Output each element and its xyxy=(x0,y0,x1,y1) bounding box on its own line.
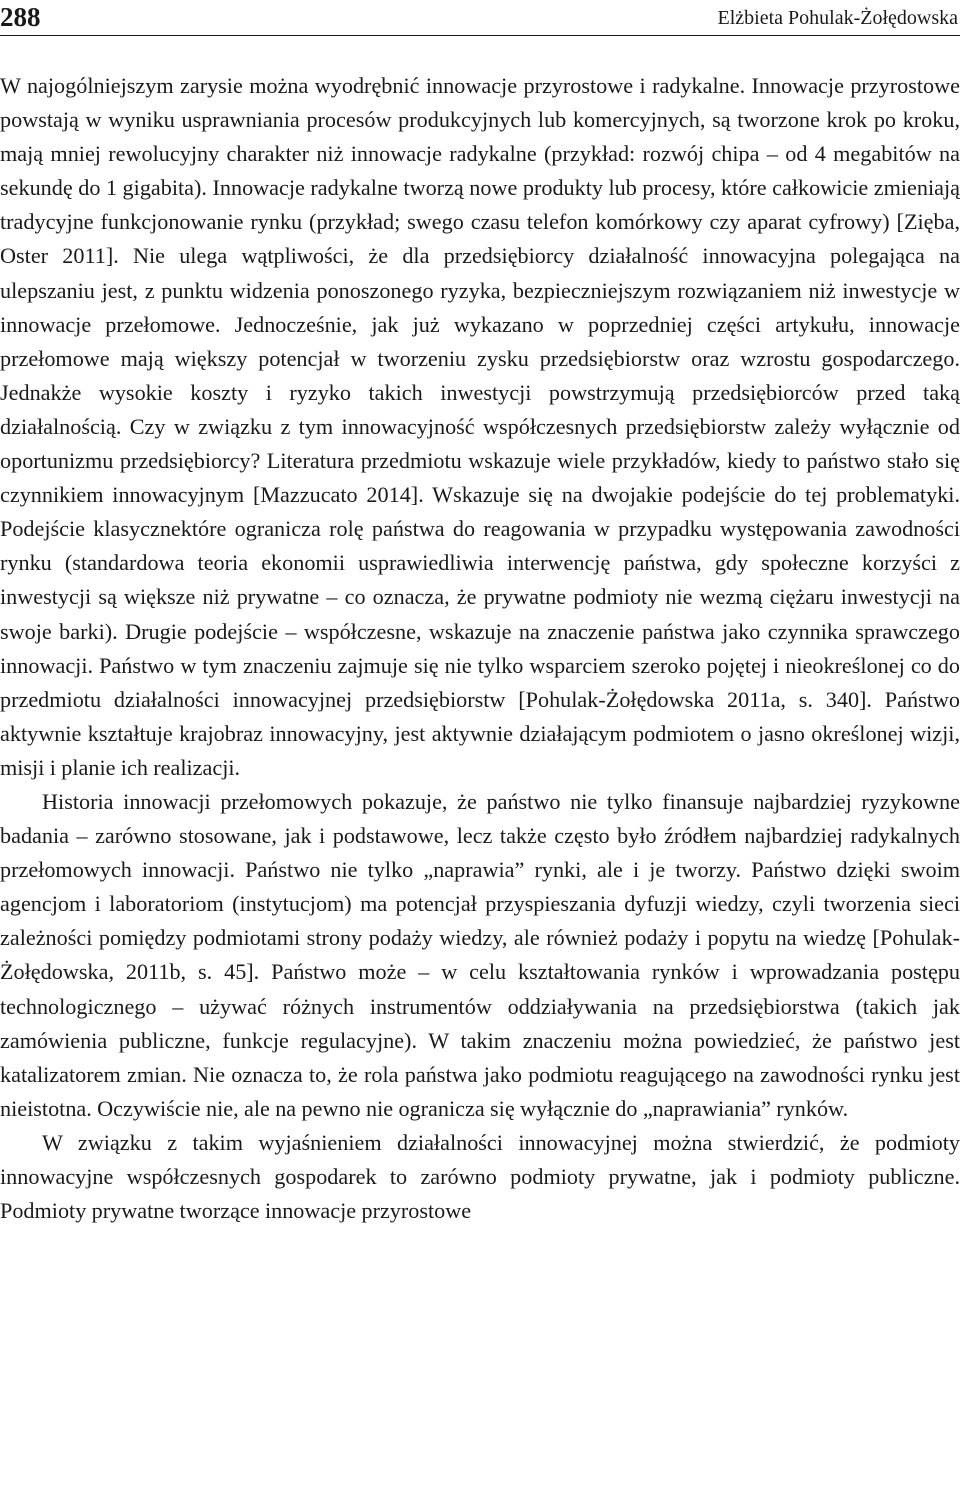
page-number: 288 xyxy=(0,2,41,32)
running-head xyxy=(0,0,960,36)
paragraph-2: Historia innowacji przełomowych pokazuje, że państwo nie tylko finansuje najbardziej ryzykowne badania – zarówno stosowane, jak i podstawowe, lecz także często było źródłem najbardziej radykalnych przełomowych innowacji. Państwo nie tylko „naprawia” rynki, ale i je tworzy. Państwo dzięki swoim agencjom i laboratoriom (instytucjom) ma potencjał przyspieszania dyfuzji wiedzy, czyli tworzenia sieci zależności pomiędzy podmiotami strony podaży wiedzy, ale również podaży i popytu na wiedzę [Pohulak-Żołędowska, 2011b, s. 45]. Państwo może – w celu kształtowania rynków i wprowadzania postępu technologicznego – używać różnych instrumentów oddziaływania na przedsiębiorstwa (takich jak zamówienia publiczne, funkcje regulacyjne). W takim znaczeniu można powiedzieć, że państwo jest katalizatorem zmian. Nie oznacza to, że rola państwa jako podmiotu reagującego na zawodności rynku jest nieistotna. Oczywiście nie, ale na pewno nie ogranicza się wyłącznie do „naprawiania” rynków. xyxy=(0,788,960,1121)
running-head-author: Elżbieta Pohulak-Żołędowska xyxy=(717,7,958,29)
paragraph-3: W związku z takim wyjaśnieniem działalności innowacyjnej można stwierdzić, że podmioty innowacyjne współczesnych gospodarek to zarówno podmioty prywatne, jak i podmioty publiczne. Podmioty prywatne tworzące innowacje przyrostowe xyxy=(0,1129,960,1224)
body-text xyxy=(0,69,960,1228)
paragraph-1: W najogólniejszym zarysie można wyodrębnić innowacje przyrostowe i radykalne. Innowacje przyrostowe powstają w wyniku usprawniania procesów produkcyjnych lub komercyjnych, są tworzone krok po kroku, mają mniej rewolucyjny charakter niż innowacje radykalne (przykład: rozwój chipa – od 4 megabitów na sekundę do 1 gigabita). Innowacje radykalne tworzą nowe produkty lub procesy, które całkowicie zmieniają tradycyjne funkcjonowanie rynku (przykład; swego czasu telefon komórkowy czy aparat cyfrowy) [Zięba, Oster 2011]. Nie ulega wątpliwości, że dla przedsiębiorcy działalność innowacyjna polegająca na ulepszaniu jest, z punktu widzenia ponoszonego ryzyka, bezpieczniejszym rozwiązaniem niż inwestycje w innowacje przełomowe. Jednocześnie, jak już wykazano w poprzedniej części artykułu, innowacje przełomowe mają większy potencjał w tworzeniu zysku przedsiębiorstw oraz wzrostu gospodarczego. Jednakże wysokie koszty i ryzyko takich inwestycji powstrzymują przedsiębiorców przed taką działalnością. Czy w związku z tym innowacyjność współczesnych przedsiębiorstw zależy wyłącznie od oportunizmu przedsiębiorcy? Literatura przedmiotu wskazuje wiele przykładów, kiedy to państwo stało się czynnikiem innowacyjnym [Mazzucato 2014]. Wskazuje się na dwojakie podejście do tej problematyki. Podejście klasycznektóre ogranicza rolę państwa do reagowania w przypadku występowania zawodności rynku (standardowa teoria ekonomii usprawiedliwia interwencję państwa, gdy społeczne korzyści z inwestycji są większe niż prywatne – co oznacza, że prywatne podmioty nie wezmą ciężaru inwestycji na swoje barki). Drugie podejście – współczesne, wskazuje na znaczenie państwa jako czynnika sprawczego innowacji. Państwo w tym znaczeniu zajmuje się nie tylko wsparciem szeroko pojętej i nieokreślonej co do przedmiotu działalności innowacyjnej przedsiębiorstw [Pohulak-Żołędowska 2011a, s. 340]. Państwo aktywnie kształtuje krajobraz innowacyjny, jest aktywnie działającym podmiotem o jasno określonej wizji, misji i planie ich realizacji. xyxy=(0,73,960,780)
